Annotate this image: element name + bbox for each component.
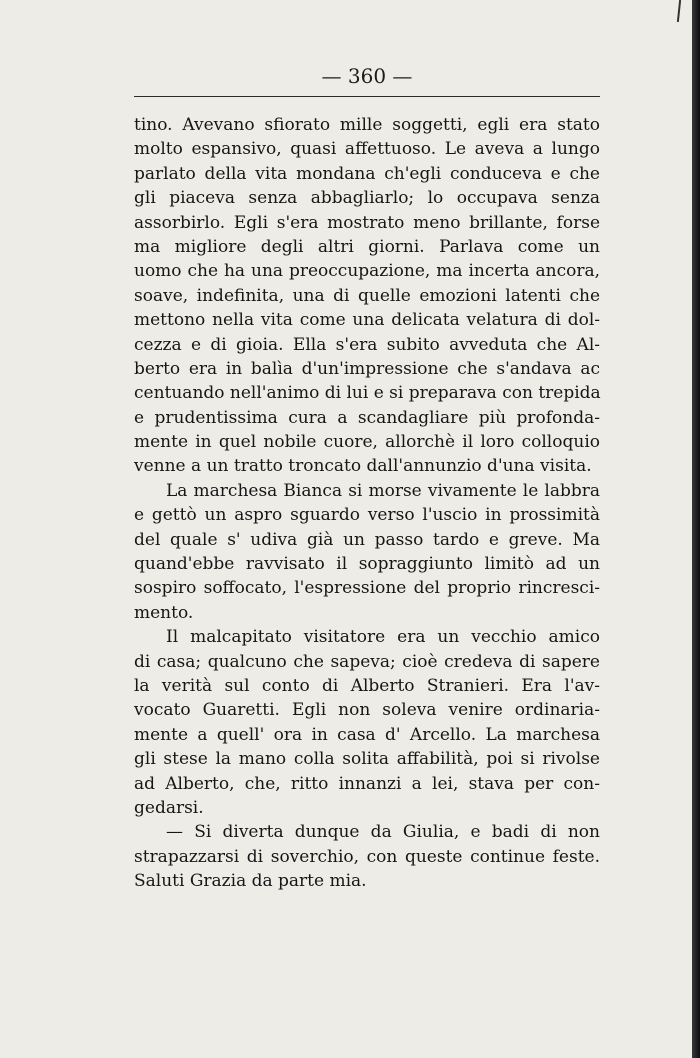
text-line: gli piaceva senza abbagliarlo; lo occupava senza [134, 188, 600, 209]
page-number: — 360 — [321, 64, 413, 88]
text-line: ma migliore degli altri giorni. Parlava come un [134, 236, 600, 257]
text-line: di casa; qualcuno che sapeva; cioè credeva di sapere [134, 651, 600, 672]
text-line: e gettò un aspro sguardo verso l'uscio in prossimità [134, 505, 600, 526]
text-line: centuando nell'animo di lui e si preparava con trepida [134, 383, 601, 404]
text-line: uomo che ha una preoccupazione, ma incerta ancora, [134, 261, 600, 282]
text-line: del quale s' udiva già un passo tardo e greve. Ma [134, 529, 600, 550]
text-line: mente in quel nobile cuore, allorchè il loro colloquio [134, 432, 600, 453]
text-line: e prudentissima cura a scandagliare più profonda- [134, 407, 600, 428]
text-line: parlato della vita mondana ch'egli conduceva e che [134, 163, 600, 184]
text-line: assorbirlo. Egli s'era mostrato meno brillante, forse [134, 212, 600, 233]
text-line: sospiro soffocato, l'espressione del proprio rincresci- [134, 578, 600, 599]
text-line: mente a quell' ora in casa d' Arcello. La marchesa [134, 724, 600, 745]
text-line: mettono nella vita come una delicata velatura di dol- [134, 310, 600, 331]
text-line: quand'ebbe ravvisato il sopraggiunto limitò ad un [134, 554, 600, 575]
text-line: strapazzarsi di soverchio, con queste continue feste. [134, 846, 600, 867]
text-line: — Si diverta dunque da Giulia, e badi di non [166, 822, 600, 843]
text-line: molto espansivo, quasi affettuoso. Le aveva a lungo [134, 139, 600, 160]
text-line: Saluti Grazia da parte mia. [134, 871, 367, 892]
text-line: venne a un tratto troncato dall'annunzio d'una visita. [134, 456, 592, 477]
page-binding-edge [692, 0, 700, 1058]
text-line: gedarsi. [134, 797, 204, 818]
text-line: La marchesa Bianca si morse vivamente le labbra [166, 480, 600, 501]
page-edge-mark [677, 0, 681, 22]
text-line: tino. Avevano sfiorato mille soggetti, egli era stato [134, 115, 600, 135]
text-line: berto era in balìa d'un'impressione che s'andava ac [134, 358, 600, 379]
text-line: mento. [134, 602, 194, 623]
text-line: Il malcapitato visitatore era un vecchio amico [166, 627, 600, 648]
text-line: soave, indefinita, una di quelle emozioni latenti che [134, 285, 600, 306]
body-text [134, 113, 600, 894]
text-line: cezza e di gioia. Ella s'era subito avveduta che Al- [134, 334, 600, 355]
text-line: vocato Guaretti. Egli non soleva venire ordinaria- [134, 700, 600, 721]
text-line: ad Alberto, che, ritto innanzi a lei, stava per con- [134, 773, 600, 794]
header-rule [134, 96, 600, 97]
text-line: gli stese la mano colla solita affabilità, poi si rivolse [134, 749, 600, 770]
text-line: la verità sul conto di Alberto Stranieri. Era l'av- [134, 675, 600, 696]
